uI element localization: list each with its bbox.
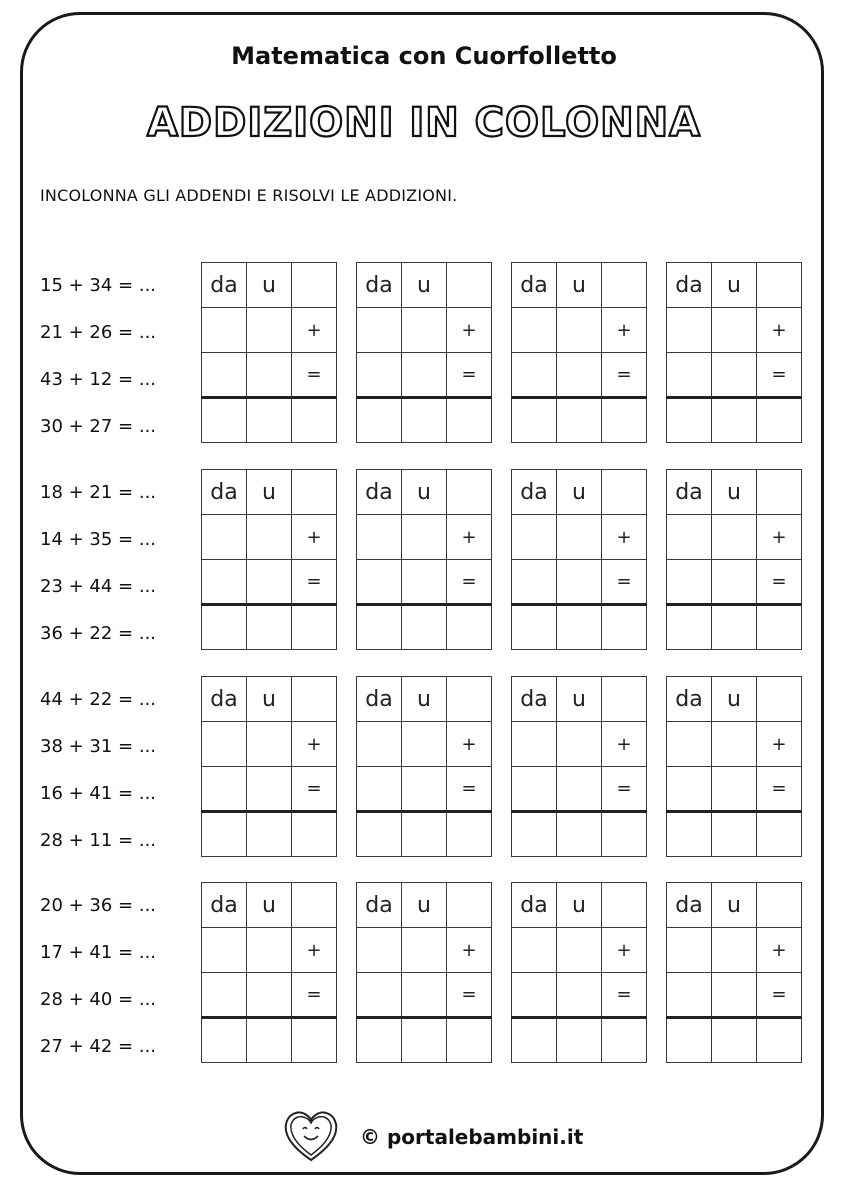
equals-sign-cell: = [602, 767, 647, 812]
answer-cell[interactable] [757, 605, 802, 650]
answer-cell[interactable] [202, 353, 247, 398]
answer-cell[interactable] [757, 677, 802, 722]
answer-cell[interactable] [712, 308, 757, 353]
units-header-cell: u [402, 470, 447, 515]
answer-cell[interactable] [402, 398, 447, 443]
plus-sign-cell: + [447, 515, 492, 560]
answer-cell[interactable] [357, 353, 402, 398]
column-addition-grid [356, 469, 492, 650]
answer-cell[interactable] [667, 515, 712, 560]
equals-sign-cell: = [292, 973, 337, 1018]
exercise-text: 16 + 41 = ... [40, 783, 157, 804]
answer-cell[interactable] [512, 398, 557, 443]
exercise-text: 38 + 31 = ... [40, 736, 157, 757]
answer-cell[interactable] [202, 1018, 247, 1063]
answer-cell[interactable] [202, 722, 247, 767]
answer-cell[interactable] [602, 263, 647, 308]
heart-face-icon [280, 1105, 342, 1165]
answer-cell[interactable] [557, 308, 602, 353]
tens-header-cell: da [357, 677, 402, 722]
answer-cell[interactable] [247, 973, 292, 1018]
answer-cell[interactable] [557, 973, 602, 1018]
plus-sign-cell: + [757, 515, 802, 560]
tens-header-cell: da [512, 470, 557, 515]
equals-sign-cell: = [292, 353, 337, 398]
answer-cell[interactable] [402, 767, 447, 812]
plus-sign-cell: + [602, 308, 647, 353]
plus-sign-cell: + [602, 928, 647, 973]
answer-cell[interactable] [447, 263, 492, 308]
column-addition-grid [666, 469, 802, 650]
plus-sign-cell: + [602, 722, 647, 767]
answer-cell[interactable] [667, 605, 712, 650]
answer-cell[interactable] [202, 398, 247, 443]
answer-cell[interactable] [357, 928, 402, 973]
answer-cell[interactable] [247, 398, 292, 443]
column-addition-grid [511, 469, 647, 650]
answer-cell[interactable] [512, 308, 557, 353]
answer-cell[interactable] [202, 560, 247, 605]
answer-cell[interactable] [712, 722, 757, 767]
answer-cell[interactable] [757, 1018, 802, 1063]
column-addition-grid [201, 469, 337, 650]
equals-sign-cell: = [757, 560, 802, 605]
answer-cell[interactable] [402, 605, 447, 650]
answer-cell[interactable] [557, 1018, 602, 1063]
answer-cell[interactable] [757, 883, 802, 928]
answer-cell[interactable] [557, 353, 602, 398]
answer-cell[interactable] [602, 812, 647, 857]
answer-cell[interactable] [402, 308, 447, 353]
answer-cell[interactable] [357, 767, 402, 812]
answer-cell[interactable] [667, 353, 712, 398]
answer-cell[interactable] [712, 560, 757, 605]
answer-cell[interactable] [512, 1018, 557, 1063]
answer-cell[interactable] [447, 1018, 492, 1063]
main-title [0, 92, 848, 152]
column-addition-grid [511, 676, 647, 857]
tens-header-cell: da [202, 883, 247, 928]
units-header-cell: u [402, 263, 447, 308]
answer-cell[interactable] [402, 722, 447, 767]
exercise-text: 14 + 35 = ... [40, 529, 157, 550]
answer-cell[interactable] [292, 470, 337, 515]
answer-cell[interactable] [557, 722, 602, 767]
units-header-cell: u [557, 263, 602, 308]
answer-cell[interactable] [512, 812, 557, 857]
answer-cell[interactable] [557, 398, 602, 443]
answer-cell[interactable] [712, 1018, 757, 1063]
answer-cell[interactable] [667, 560, 712, 605]
column-addition-grid [511, 262, 647, 443]
tens-header-cell: da [202, 263, 247, 308]
column-addition-grid [201, 676, 337, 857]
answer-cell[interactable] [557, 605, 602, 650]
exercise-text: 17 + 41 = ... [40, 942, 157, 963]
answer-cell[interactable] [557, 560, 602, 605]
column-addition-grid [356, 262, 492, 443]
equals-sign-cell: = [447, 973, 492, 1018]
answer-cell[interactable] [292, 263, 337, 308]
units-header-cell: u [247, 470, 292, 515]
answer-cell[interactable] [357, 515, 402, 560]
footer [0, 1105, 848, 1165]
units-header-cell: u [557, 470, 602, 515]
units-header-cell: u [712, 883, 757, 928]
answer-cell[interactable] [202, 928, 247, 973]
header-title: Matematica con Cuorfolletto [231, 42, 617, 70]
tens-header-cell: da [357, 263, 402, 308]
answer-cell[interactable] [247, 308, 292, 353]
answer-cell[interactable] [602, 605, 647, 650]
tens-header-cell: da [512, 677, 557, 722]
answer-cell[interactable] [357, 973, 402, 1018]
tens-header-cell: da [667, 470, 712, 515]
answer-cell[interactable] [447, 812, 492, 857]
units-header-cell: u [247, 883, 292, 928]
answer-cell[interactable] [712, 353, 757, 398]
tens-header-cell: da [512, 883, 557, 928]
tens-header-cell: da [202, 470, 247, 515]
answer-cell[interactable] [512, 973, 557, 1018]
answer-cell[interactable] [447, 398, 492, 443]
answer-cell[interactable] [512, 515, 557, 560]
column-addition-grid [511, 882, 647, 1063]
column-addition-grid [201, 262, 337, 443]
equals-sign-cell: = [757, 973, 802, 1018]
answer-cell[interactable] [357, 605, 402, 650]
answer-cell[interactable] [402, 515, 447, 560]
exercise-text: 20 + 36 = ... [40, 895, 157, 916]
answer-cell[interactable] [247, 722, 292, 767]
plus-sign-cell: + [447, 722, 492, 767]
answer-cell[interactable] [292, 1018, 337, 1063]
answer-cell[interactable] [712, 515, 757, 560]
exercise-text: 28 + 40 = ... [40, 989, 157, 1010]
answer-cell[interactable] [402, 928, 447, 973]
answer-cell[interactable] [712, 605, 757, 650]
answer-cell[interactable] [357, 1018, 402, 1063]
answer-cell[interactable] [202, 767, 247, 812]
answer-cell[interactable] [712, 973, 757, 1018]
exercise-text: 23 + 44 = ... [40, 576, 157, 597]
units-header-cell: u [402, 883, 447, 928]
answer-cell[interactable] [757, 812, 802, 857]
exercise-text: 15 + 34 = ... [40, 275, 157, 296]
plus-sign-cell: + [292, 722, 337, 767]
answer-cell[interactable] [712, 767, 757, 812]
answer-cell[interactable] [292, 677, 337, 722]
answer-cell[interactable] [602, 677, 647, 722]
answer-cell[interactable] [512, 928, 557, 973]
answer-cell[interactable] [667, 973, 712, 1018]
answer-cell[interactable] [667, 722, 712, 767]
answer-cell[interactable] [202, 973, 247, 1018]
plus-sign-cell: + [757, 308, 802, 353]
plus-sign-cell: + [757, 722, 802, 767]
plus-sign-cell: + [447, 928, 492, 973]
units-header-cell: u [557, 677, 602, 722]
answer-cell[interactable] [712, 928, 757, 973]
equals-sign-cell: = [447, 353, 492, 398]
equals-sign-cell: = [602, 973, 647, 1018]
equals-sign-cell: = [447, 767, 492, 812]
answer-cell[interactable] [247, 812, 292, 857]
exercise-text: 18 + 21 = ... [40, 482, 157, 503]
answer-cell[interactable] [447, 605, 492, 650]
answer-cell[interactable] [447, 677, 492, 722]
answer-cell[interactable] [247, 928, 292, 973]
plus-sign-cell: + [757, 928, 802, 973]
answer-cell[interactable] [512, 767, 557, 812]
answer-cell[interactable] [667, 928, 712, 973]
answer-cell[interactable] [357, 398, 402, 443]
equals-sign-cell: = [602, 353, 647, 398]
exercise-text: 30 + 27 = ... [40, 416, 157, 437]
equals-sign-cell: = [757, 767, 802, 812]
equals-sign-cell: = [757, 353, 802, 398]
column-addition-grid [666, 676, 802, 857]
equals-sign-cell: = [292, 560, 337, 605]
answer-cell[interactable] [667, 398, 712, 443]
answer-cell[interactable] [757, 470, 802, 515]
answer-cell[interactable] [602, 470, 647, 515]
equals-sign-cell: = [602, 560, 647, 605]
answer-cell[interactable] [557, 812, 602, 857]
instruction-text: INCOLONNA GLI ADDENDI E RISOLVI LE ADDIZIONI. [40, 186, 458, 205]
answer-cell[interactable] [447, 883, 492, 928]
plus-sign-cell: + [447, 308, 492, 353]
units-header-cell: u [712, 263, 757, 308]
answer-cell[interactable] [667, 812, 712, 857]
answer-cell[interactable] [667, 767, 712, 812]
column-addition-grid [356, 676, 492, 857]
answer-cell[interactable] [402, 812, 447, 857]
answer-cell[interactable] [247, 353, 292, 398]
tens-header-cell: da [667, 677, 712, 722]
answer-cell[interactable] [512, 722, 557, 767]
answer-cell[interactable] [357, 308, 402, 353]
answer-cell[interactable] [602, 883, 647, 928]
answer-cell[interactable] [512, 353, 557, 398]
plus-sign-cell: + [292, 308, 337, 353]
answer-cell[interactable] [667, 1018, 712, 1063]
plus-sign-cell: + [292, 928, 337, 973]
answer-cell[interactable] [247, 1018, 292, 1063]
units-header-cell: u [712, 470, 757, 515]
answer-cell[interactable] [292, 605, 337, 650]
exercise-text: 27 + 42 = ... [40, 1036, 157, 1057]
column-addition-grid [201, 882, 337, 1063]
exercise-text: 44 + 22 = ... [40, 689, 157, 710]
answer-cell[interactable] [202, 308, 247, 353]
answer-cell[interactable] [602, 1018, 647, 1063]
tens-header-cell: da [357, 470, 402, 515]
answer-cell[interactable] [512, 605, 557, 650]
exercise-text: 28 + 11 = ... [40, 830, 157, 851]
column-addition-grid [666, 262, 802, 443]
answer-cell[interactable] [202, 812, 247, 857]
equals-sign-cell: = [292, 767, 337, 812]
tens-header-cell: da [667, 883, 712, 928]
footer-copyright: © portalebambini.it [360, 1125, 584, 1149]
answer-cell[interactable] [602, 398, 647, 443]
answer-cell[interactable] [402, 973, 447, 1018]
units-header-cell: u [247, 263, 292, 308]
answer-cell[interactable] [447, 470, 492, 515]
exercise-text: 21 + 26 = ... [40, 322, 157, 343]
answer-cell[interactable] [757, 263, 802, 308]
answer-cell[interactable] [292, 812, 337, 857]
main-title-outline [0, 92, 848, 152]
answer-cell[interactable] [712, 812, 757, 857]
exercise-text: 36 + 22 = ... [40, 623, 157, 644]
answer-cell[interactable] [202, 515, 247, 560]
tens-header-cell: da [667, 263, 712, 308]
plus-sign-cell: + [292, 515, 337, 560]
column-addition-grid [666, 882, 802, 1063]
answer-cell[interactable] [247, 767, 292, 812]
units-header-cell: u [712, 677, 757, 722]
answer-cell[interactable] [247, 560, 292, 605]
answer-cell[interactable] [247, 515, 292, 560]
plus-sign-cell: + [602, 515, 647, 560]
units-header-cell: u [247, 677, 292, 722]
column-addition-grid [356, 882, 492, 1063]
equals-sign-cell: = [447, 560, 492, 605]
tens-header-cell: da [357, 883, 402, 928]
main-title-text: ADDIZIONI IN COLONNA [146, 100, 702, 146]
tens-header-cell: da [202, 677, 247, 722]
answer-cell[interactable] [357, 722, 402, 767]
tens-header-cell: da [512, 263, 557, 308]
answer-cell[interactable] [557, 515, 602, 560]
answer-cell[interactable] [557, 767, 602, 812]
answer-cell[interactable] [247, 605, 292, 650]
answer-cell[interactable] [202, 605, 247, 650]
answer-cell[interactable] [357, 812, 402, 857]
answer-cell[interactable] [292, 883, 337, 928]
answer-cell[interactable] [357, 560, 402, 605]
answer-cell[interactable] [757, 398, 802, 443]
answer-cell[interactable] [512, 560, 557, 605]
answer-cell[interactable] [402, 560, 447, 605]
units-header-cell: u [402, 677, 447, 722]
answer-cell[interactable] [667, 308, 712, 353]
exercise-text: 43 + 12 = ... [40, 369, 157, 390]
answer-cell[interactable] [557, 928, 602, 973]
units-header-cell: u [557, 883, 602, 928]
answer-cell[interactable] [402, 353, 447, 398]
answer-cell[interactable] [292, 398, 337, 443]
answer-cell[interactable] [712, 398, 757, 443]
answer-cell[interactable] [402, 1018, 447, 1063]
